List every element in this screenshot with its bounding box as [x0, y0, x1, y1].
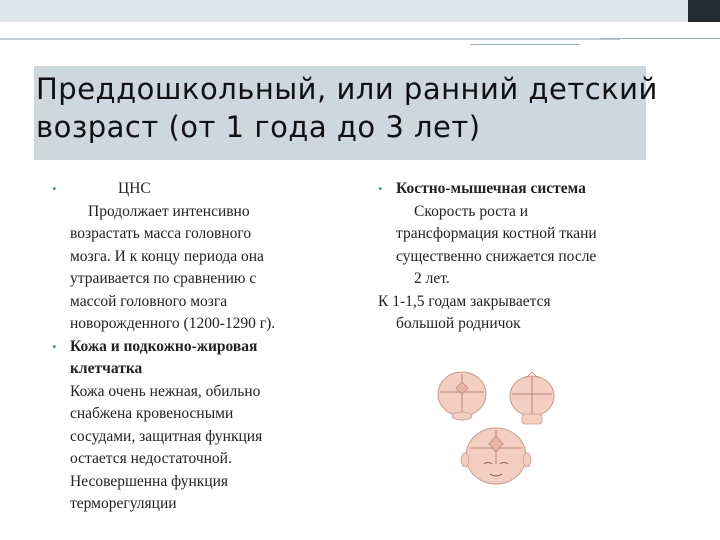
bullet-dot: • [378, 181, 383, 196]
header-bar [0, 0, 720, 22]
left-column [52, 178, 352, 516]
skin-line: остается недостаточной. [70, 450, 232, 467]
musculoskeletal-line: трансформация костной ткани [396, 225, 597, 242]
cns-line: мозга. И к концу периода она [70, 247, 264, 265]
musculoskeletal-line: 2 лет. [414, 270, 450, 287]
bullet-cns [52, 178, 352, 336]
cns-line: Продолжает интенсивно [88, 202, 250, 220]
musculoskeletal-heading: Костно-мышечная система [396, 180, 586, 197]
header-rule-accent [470, 44, 580, 45]
fontanelle-line-2: большой родничок [396, 315, 521, 332]
header-bar-light [0, 0, 688, 22]
skin-line: сосудами, защитная функция [70, 427, 263, 445]
musculoskeletal-line: существенно снижается после [396, 247, 597, 265]
bullet-musculoskeletal [378, 178, 698, 291]
slide-title-line-1: Преддошкольный, или ранний детский [36, 72, 658, 106]
bullet-dot: • [52, 338, 57, 354]
infant-face-icon [461, 428, 531, 484]
right-column [378, 178, 698, 336]
fontanelle-line-1: К 1-1,5 годам закрывается [378, 292, 551, 310]
fontanelle-illustration [424, 364, 576, 492]
skin-line: снабжена кровеносными [70, 405, 234, 422]
skin-line: Кожа очень нежная, обильно [70, 382, 261, 400]
skull-back-view-icon [510, 372, 554, 424]
header-rule-right [600, 38, 720, 39]
skull-top-view-icon [438, 372, 486, 420]
bullet-dot: • [52, 181, 57, 196]
cns-line: новорожденного (1200-1290 г). [70, 315, 276, 332]
cns-line: массой головного мозга [70, 292, 228, 310]
bullet-skin [52, 336, 352, 516]
header-rule-left [0, 38, 620, 40]
slide-title [36, 70, 676, 146]
slide-title-line-2: возраст (от 1 года до 3 лет) [36, 110, 481, 144]
skin-line: Несовершенна функция [70, 472, 229, 490]
cns-line: возрастать масса головного [70, 225, 252, 242]
skin-line: терморегуляции [70, 495, 177, 512]
header-bar-dark [688, 0, 720, 22]
skin-heading-line-1: Кожа и подкожно-жировая [70, 337, 258, 355]
cns-line: утраивается по сравнению с [70, 270, 257, 287]
cns-heading: ЦНС [118, 180, 151, 197]
skin-heading-line-2: клетчатка [70, 360, 143, 377]
musculoskeletal-line: Скорость роста и [414, 202, 529, 220]
